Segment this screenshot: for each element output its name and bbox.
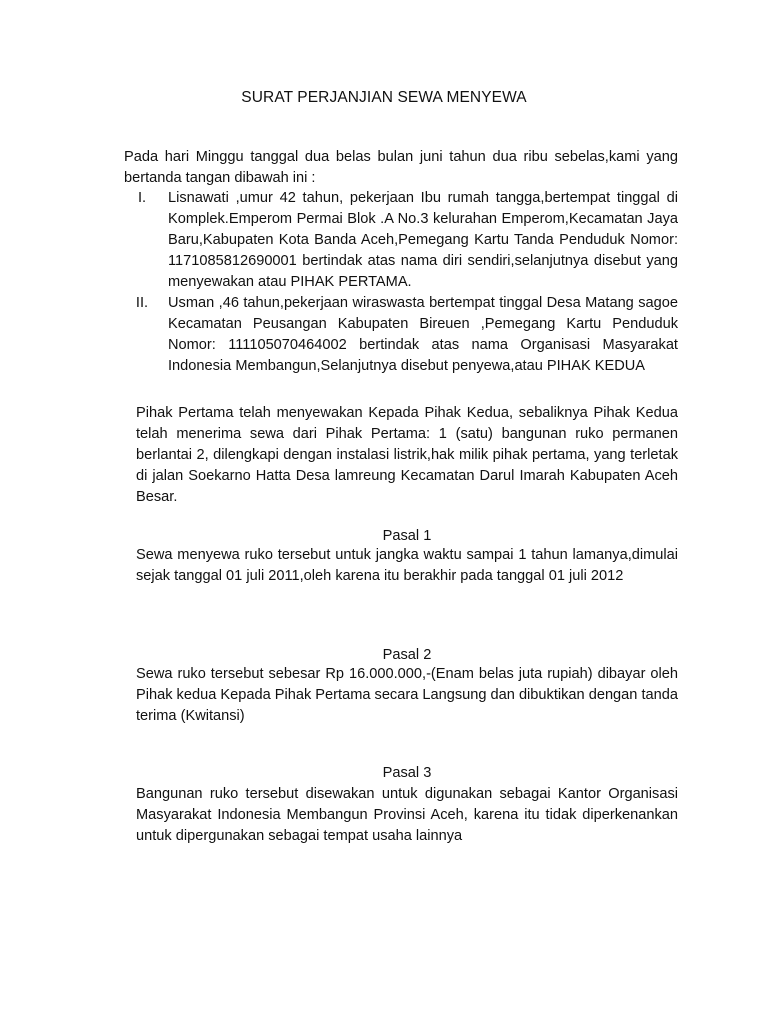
article-text: Sewa ruko tersebut sebesar Rp 16.000.000,-(Enam belas juta rupiah) dibayar oleh Pihak kedua Kepada Pihak Pertama secara Langsung dan dibuktikan dengan tanda terima (Kwitansi): [136, 666, 678, 724]
intro-paragraph: Pada hari Minggu tanggal dua belas bulan juni tahun dua ribu sebelas,kami yang bertanda tangan dibawah ini :: [124, 149, 678, 186]
article-heading: Pasal 1: [382, 528, 432, 544]
article-heading: Pasal 3: [382, 765, 432, 781]
document-title: SURAT PERJANJIAN SEWA MENYEWA: [241, 89, 527, 106]
party-number: I.: [137, 190, 147, 206]
party-text: Usman ,46 tahun,pekerjaan wiraswasta bertempat tinggal Desa Matang sagoe Kecamatan Peusangan Kabupaten Bireuen ,Pemegang Kartu Penduduk Nomor: 111105070464002 bertindak atas nama Organisasi Masyarakat Indonesia Membangun,Selanjutnya disebut penyewa,atau PIHAK KEDUA: [168, 295, 678, 374]
article-text: Bangunan ruko tersebut disewakan untuk digunakan sebagai Kantor Organisasi Masyarakat Indonesia Membangun Provinsi Aceh, karena itu tidak diperkenankan untuk dipergunakan sebagai tempat usaha lainnya: [136, 786, 678, 844]
article-text: Sewa menyewa ruko tersebut untuk jangka waktu sampai 1 tahun lamanya,dimulai sejak tanggal 01 juli 2011,oleh karena itu berakhir pada tanggal 01 juli 2012: [136, 547, 678, 584]
party-number: II.: [135, 295, 149, 311]
agreement-paragraph: Pihak Pertama telah menyewakan Kepada Pihak Kedua, sebaliknya Pihak Kedua telah menerima sewa dari Pihak Pertama: 1 (satu) bangunan ruko permanen berlantai 2, dilengkapi dengan instalasi listrik,hak milik pihak pertama, yang terletak di jalan Soekarno Hatta Desa lamreung Kecamatan Darul Imarah Kabupaten Aceh Besar.: [136, 405, 678, 505]
article-heading: Pasal 2: [382, 647, 432, 663]
party-item-first: [132, 188, 678, 293]
party-item-second: [132, 293, 678, 377]
party-text: Lisnawati ,umur 42 tahun, pekerjaan Ibu rumah tangga,bertempat tinggal di Komplek.Emperom Permai Blok .A No.3 kelurahan Emperom,Kecamatan Jaya Baru,Kabupaten Kota Banda Aceh,Pemegang Kartu Tanda Penduduk Nomor: 1171085812690001 bertindak atas nama diri sendiri,selanjutnya disebut yang menyewakan atau PIHAK PERTAMA.: [168, 190, 678, 290]
parties-list: [132, 188, 678, 377]
